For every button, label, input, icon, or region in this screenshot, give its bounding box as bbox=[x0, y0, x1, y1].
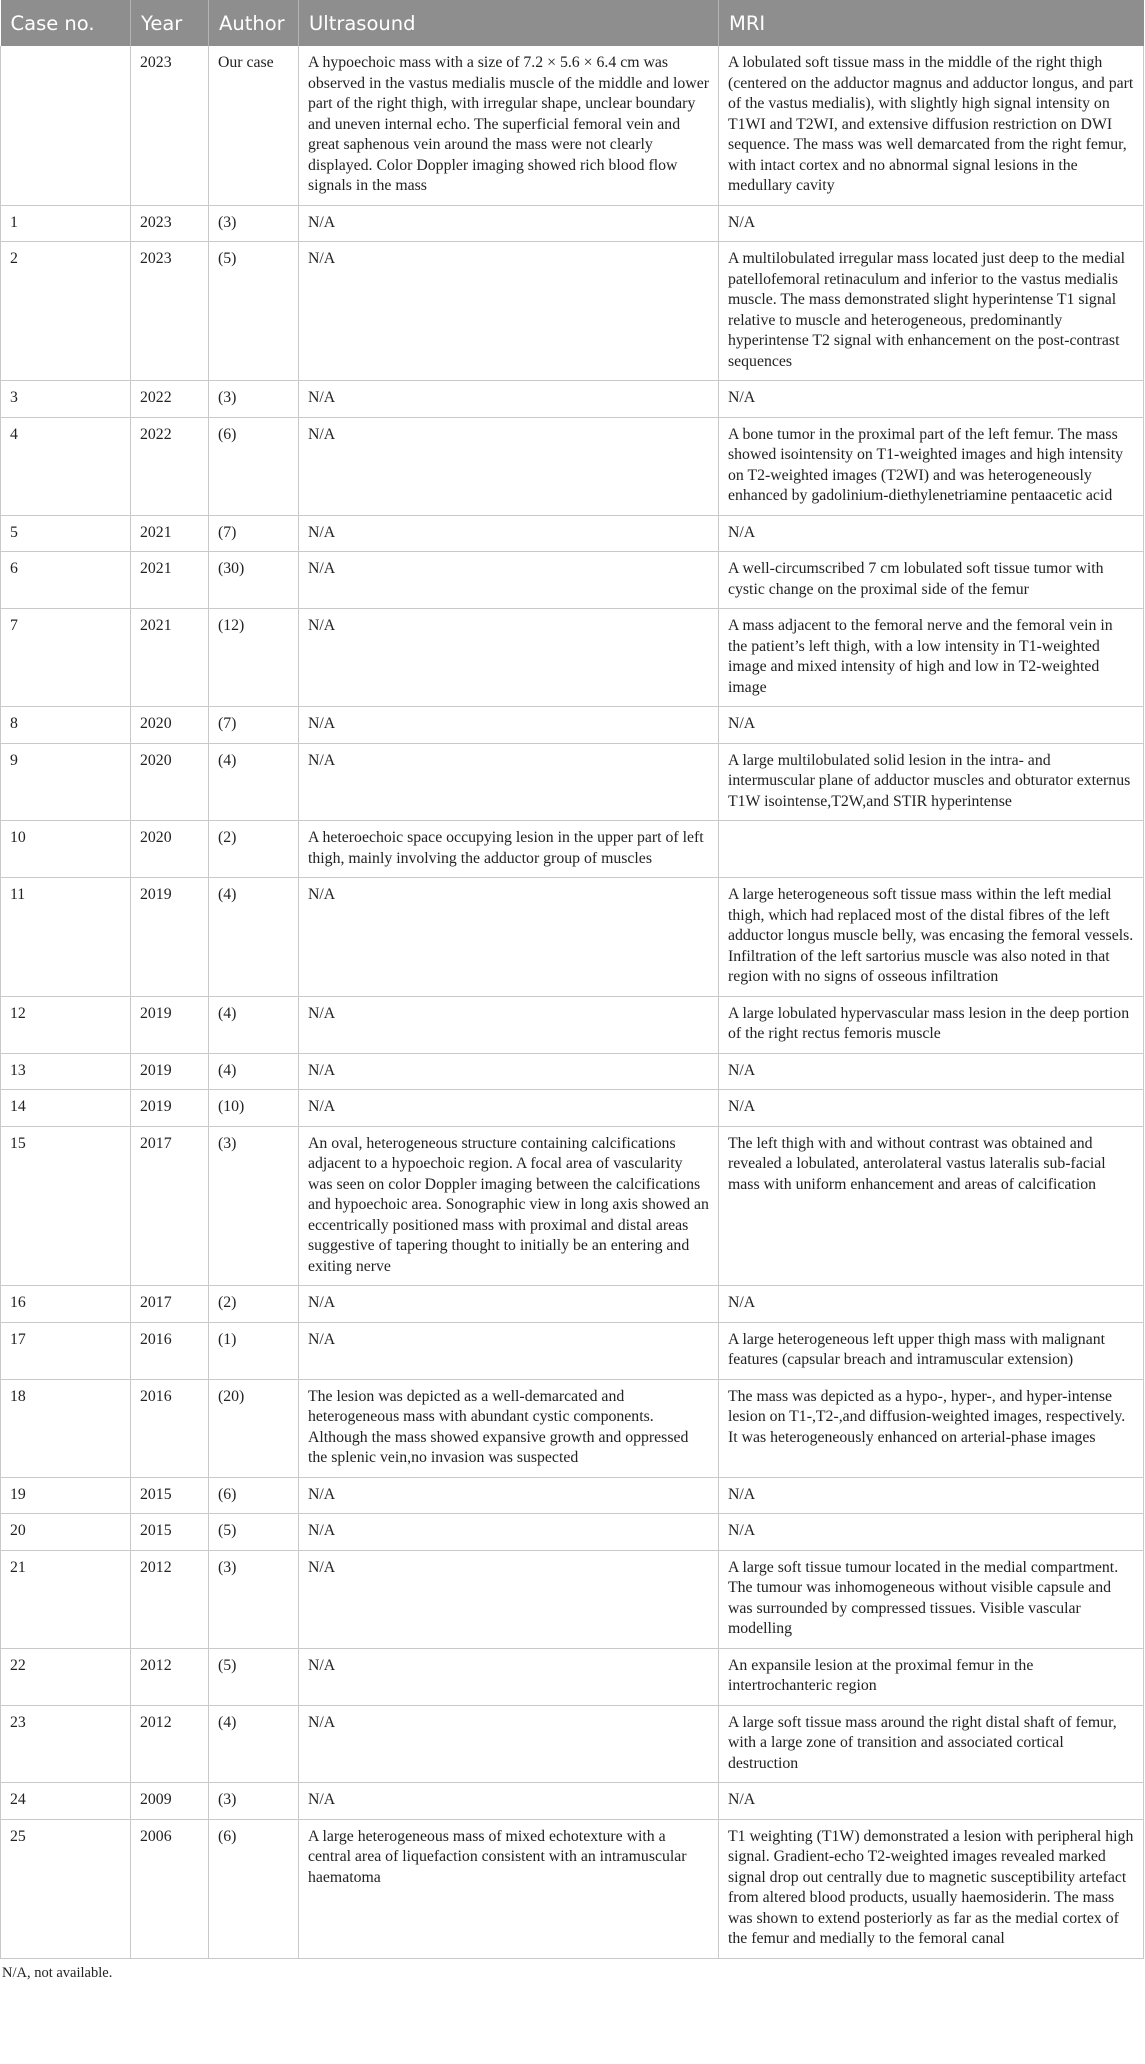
mri-cell: N/A bbox=[719, 1477, 1144, 1514]
ultrasound-cell: N/A bbox=[299, 996, 719, 1053]
ultrasound-cell: N/A bbox=[299, 1090, 719, 1127]
table-header-row bbox=[1, 0, 1144, 46]
author-cell: Our case bbox=[209, 46, 299, 205]
ultrasound-cell: A large heterogeneous mass of mixed echotexture with a central area of liquefaction consistent with an intramuscular haematoma bbox=[299, 1819, 719, 1958]
year-cell: 2023 bbox=[131, 46, 209, 205]
case-no-cell: 5 bbox=[1, 515, 131, 552]
header-year: Year bbox=[131, 0, 209, 46]
author-cell: (30) bbox=[209, 552, 299, 609]
author-cell: (1) bbox=[209, 1322, 299, 1379]
mri-cell: A lobulated soft tissue mass in the middle of the right thigh (centered on the adductor magnus and adductor longus, and part of the vastus medialis), with slightly high signal intensity on T1WI and T2WI, and extensive diffusion restriction on DWI sequence. The mass was well demarcated from the right femur, with intact cortex and no abnormal signal lesions in the medullary cavity bbox=[719, 46, 1144, 205]
header-ultrasound: Ultrasound bbox=[299, 0, 719, 46]
table-row bbox=[1, 417, 1144, 515]
author-cell: (4) bbox=[209, 743, 299, 821]
ultrasound-cell: N/A bbox=[299, 743, 719, 821]
year-cell: 2023 bbox=[131, 242, 209, 381]
ultrasound-cell: N/A bbox=[299, 515, 719, 552]
case-no-cell: 25 bbox=[1, 1819, 131, 1958]
author-cell: (6) bbox=[209, 1477, 299, 1514]
table-row bbox=[1, 743, 1144, 821]
table-row bbox=[1, 609, 1144, 707]
table-row bbox=[1, 996, 1144, 1053]
case-no-cell: 21 bbox=[1, 1550, 131, 1648]
ultrasound-cell: N/A bbox=[299, 1514, 719, 1551]
mri-cell: The left thigh with and without contrast was obtained and revealed a lobulated, anterolateral vastus lateralis sub-facial mass with uniform enhancement and areas of calcification bbox=[719, 1126, 1144, 1286]
table-row bbox=[1, 821, 1144, 878]
year-cell: 2012 bbox=[131, 1648, 209, 1705]
year-cell: 2012 bbox=[131, 1705, 209, 1783]
case-no-cell: 10 bbox=[1, 821, 131, 878]
mri-cell: N/A bbox=[719, 1514, 1144, 1551]
header-mri: MRI bbox=[719, 0, 1144, 46]
author-cell: (3) bbox=[209, 1550, 299, 1648]
table-row bbox=[1, 1705, 1144, 1783]
year-cell: 2019 bbox=[131, 1053, 209, 1090]
table-row bbox=[1, 1126, 1144, 1286]
table-row bbox=[1, 46, 1144, 205]
mri-cell: A large multilobulated solid lesion in the intra- and intermuscular plane of adductor muscles and obturator externus T1W isointense,T2W,and STIR hyperintense bbox=[719, 743, 1144, 821]
mri-cell: A large soft tissue tumour located in the medial compartment. The tumour was inhomogeneous without visible capsule and was surrounded by compressed tissues. Visible vascular modelling bbox=[719, 1550, 1144, 1648]
ultrasound-cell: N/A bbox=[299, 878, 719, 997]
year-cell: 2020 bbox=[131, 707, 209, 744]
case-no-cell: 18 bbox=[1, 1379, 131, 1477]
table-row bbox=[1, 1648, 1144, 1705]
author-cell: (2) bbox=[209, 1286, 299, 1323]
case-no-cell: 23 bbox=[1, 1705, 131, 1783]
case-no-cell: 1 bbox=[1, 205, 131, 242]
author-cell: (3) bbox=[209, 1126, 299, 1286]
mri-cell: N/A bbox=[719, 1053, 1144, 1090]
table-row bbox=[1, 515, 1144, 552]
author-cell: (5) bbox=[209, 242, 299, 381]
ultrasound-cell: N/A bbox=[299, 205, 719, 242]
year-cell: 2009 bbox=[131, 1783, 209, 1820]
ultrasound-cell: N/A bbox=[299, 417, 719, 515]
year-cell: 2022 bbox=[131, 381, 209, 418]
year-cell: 2023 bbox=[131, 205, 209, 242]
table-row bbox=[1, 1477, 1144, 1514]
author-cell: (2) bbox=[209, 821, 299, 878]
header-case-no: Case no. bbox=[1, 0, 131, 46]
author-cell: (4) bbox=[209, 1705, 299, 1783]
case-no-cell: 19 bbox=[1, 1477, 131, 1514]
table-footnote: N/A, not available. bbox=[2, 1964, 113, 1981]
year-cell: 2015 bbox=[131, 1477, 209, 1514]
ultrasound-cell: N/A bbox=[299, 242, 719, 381]
mri-cell: N/A bbox=[719, 515, 1144, 552]
ultrasound-cell: N/A bbox=[299, 1648, 719, 1705]
mri-cell: N/A bbox=[719, 707, 1144, 744]
ultrasound-cell: N/A bbox=[299, 609, 719, 707]
ultrasound-cell: A hypoechoic mass with a size of 7.2 × 5.6 × 6.4 cm was observed in the vastus medialis muscle of the middle and lower part of the right thigh, with irregular shape, unclear boundary and uneven internal echo. The superficial femoral vein and great saphenous vein around the mass were not clearly displayed. Color Doppler imaging showed rich blood flow signals in the mass bbox=[299, 46, 719, 205]
mri-cell bbox=[719, 821, 1144, 878]
case-no-cell: 24 bbox=[1, 1783, 131, 1820]
table-row bbox=[1, 1286, 1144, 1323]
ultrasound-cell: N/A bbox=[299, 1322, 719, 1379]
year-cell: 2006 bbox=[131, 1819, 209, 1958]
ultrasound-cell: The lesion was depicted as a well-demarcated and heterogeneous mass with abundant cystic components. Although the mass showed expansive growth and oppressed the splenic vein,no invasion was suspected bbox=[299, 1379, 719, 1477]
author-cell: (3) bbox=[209, 381, 299, 418]
ultrasound-cell: N/A bbox=[299, 1783, 719, 1820]
table-row bbox=[1, 878, 1144, 997]
table-row bbox=[1, 1550, 1144, 1648]
ultrasound-cell: An oval, heterogeneous structure containing calcifications adjacent to a hypoechoic region. A focal area of vascularity was seen on color Doppler imaging between the calcifications and hypoechoic area. Sonographic view in long axis showed an eccentrically positioned mass with proximal and distal areas suggestive of tapering thought to initially be an entering and exiting nerve bbox=[299, 1126, 719, 1286]
year-cell: 2019 bbox=[131, 1090, 209, 1127]
case-no-cell: 2 bbox=[1, 242, 131, 381]
author-cell: (3) bbox=[209, 1783, 299, 1820]
author-cell: (6) bbox=[209, 417, 299, 515]
mri-cell: A bone tumor in the proximal part of the left femur. The mass showed isointensity on T1-weighted images and high intensity on T2-weighted images (T2WI) and was heterogeneously enhanced by gadolinium-diethylenetriamine pentaacetic acid bbox=[719, 417, 1144, 515]
year-cell: 2017 bbox=[131, 1126, 209, 1286]
table-row bbox=[1, 205, 1144, 242]
ultrasound-cell: N/A bbox=[299, 381, 719, 418]
ultrasound-cell: N/A bbox=[299, 1477, 719, 1514]
author-cell: (7) bbox=[209, 515, 299, 552]
table-row bbox=[1, 242, 1144, 381]
author-cell: (6) bbox=[209, 1819, 299, 1958]
mri-cell: A mass adjacent to the femoral nerve and the femoral vein in the patient’s left thigh, with a low intensity in T1-weighted image and mixed intensity of high and low in T2-weighted image bbox=[719, 609, 1144, 707]
table-row bbox=[1, 1514, 1144, 1551]
mri-cell: A large heterogeneous soft tissue mass within the left medial thigh, which had replaced most of the distal fibres of the left adductor longus muscle belly, was encasing the femoral vessels. Infiltration of the left sartorius muscle was also noted in that region with no signs of osseous infiltration bbox=[719, 878, 1144, 997]
ultrasound-cell: N/A bbox=[299, 707, 719, 744]
mri-cell: N/A bbox=[719, 1783, 1144, 1820]
case-no-cell: 14 bbox=[1, 1090, 131, 1127]
mri-cell: N/A bbox=[719, 205, 1144, 242]
author-cell: (3) bbox=[209, 205, 299, 242]
table-row bbox=[1, 381, 1144, 418]
mri-cell: A multilobulated irregular mass located just deep to the medial patellofemoral retinaculum and inferior to the vastus medialis muscle. The mass demonstrated slight hyperintense T1 signal relative to muscle and heterogeneous, predominantly hyperintense T2 signal with enhancement on the post-contrast sequences bbox=[719, 242, 1144, 381]
table-row bbox=[1, 1090, 1144, 1127]
case-no-cell: 6 bbox=[1, 552, 131, 609]
year-cell: 2019 bbox=[131, 878, 209, 997]
mri-cell: A large lobulated hypervascular mass lesion in the deep portion of the right rectus femoris muscle bbox=[719, 996, 1144, 1053]
ultrasound-cell: A heteroechoic space occupying lesion in the upper part of left thigh, mainly involving the adductor group of muscles bbox=[299, 821, 719, 878]
case-no-cell: 15 bbox=[1, 1126, 131, 1286]
case-no-cell: 17 bbox=[1, 1322, 131, 1379]
table-row bbox=[1, 707, 1144, 744]
year-cell: 2020 bbox=[131, 743, 209, 821]
year-cell: 2020 bbox=[131, 821, 209, 878]
header-author: Author bbox=[209, 0, 299, 46]
author-cell: (4) bbox=[209, 996, 299, 1053]
mri-cell: T1 weighting (T1W) demonstrated a lesion with peripheral high signal. Gradient-echo T2-weighted images revealed marked signal drop out centrally due to magnetic susceptibility artefact from altered blood products, usually haemosiderin. The mass was shown to extend posteriorly as far as the medial cortex of the femur and medially to the femoral canal bbox=[719, 1819, 1144, 1958]
mri-cell: The mass was depicted as a hypo-, hyper-, and hyper-intense lesion on T1-,T2-,and diffusion-weighted images, respectively. It was heterogeneously enhanced on arterial-phase images bbox=[719, 1379, 1144, 1477]
case-no-cell: 20 bbox=[1, 1514, 131, 1551]
year-cell: 2021 bbox=[131, 552, 209, 609]
case-no-cell: 12 bbox=[1, 996, 131, 1053]
year-cell: 2017 bbox=[131, 1286, 209, 1323]
year-cell: 2015 bbox=[131, 1514, 209, 1551]
table-body bbox=[1, 46, 1144, 1958]
author-cell: (4) bbox=[209, 878, 299, 997]
author-cell: (5) bbox=[209, 1514, 299, 1551]
mri-cell: N/A bbox=[719, 381, 1144, 418]
case-no-cell: 3 bbox=[1, 381, 131, 418]
author-cell: (4) bbox=[209, 1053, 299, 1090]
mri-cell: A large soft tissue mass around the right distal shaft of femur, with a large zone of transition and associated cortical destruction bbox=[719, 1705, 1144, 1783]
case-no-cell: 11 bbox=[1, 878, 131, 997]
table-row bbox=[1, 1783, 1144, 1820]
ultrasound-cell: N/A bbox=[299, 1286, 719, 1323]
author-cell: (12) bbox=[209, 609, 299, 707]
author-cell: (7) bbox=[209, 707, 299, 744]
table-row bbox=[1, 1819, 1144, 1958]
case-no-cell: 8 bbox=[1, 707, 131, 744]
year-cell: 2022 bbox=[131, 417, 209, 515]
table-row bbox=[1, 552, 1144, 609]
author-cell: (20) bbox=[209, 1379, 299, 1477]
ultrasound-cell: N/A bbox=[299, 1705, 719, 1783]
case-no-cell: 9 bbox=[1, 743, 131, 821]
mri-cell: N/A bbox=[719, 1286, 1144, 1323]
year-cell: 2021 bbox=[131, 515, 209, 552]
author-cell: (10) bbox=[209, 1090, 299, 1127]
year-cell: 2019 bbox=[131, 996, 209, 1053]
table-row bbox=[1, 1322, 1144, 1379]
year-cell: 2016 bbox=[131, 1322, 209, 1379]
year-cell: 2021 bbox=[131, 609, 209, 707]
author-cell: (5) bbox=[209, 1648, 299, 1705]
case-no-cell bbox=[1, 46, 131, 205]
ultrasound-cell: N/A bbox=[299, 1053, 719, 1090]
case-no-cell: 13 bbox=[1, 1053, 131, 1090]
mri-cell: N/A bbox=[719, 1090, 1144, 1127]
case-no-cell: 16 bbox=[1, 1286, 131, 1323]
mri-cell: A well-circumscribed 7 cm lobulated soft tissue tumor with cystic change on the proximal side of the femur bbox=[719, 552, 1144, 609]
mri-cell: An expansile lesion at the proximal femur in the intertrochanteric region bbox=[719, 1648, 1144, 1705]
case-no-cell: 4 bbox=[1, 417, 131, 515]
case-no-cell: 22 bbox=[1, 1648, 131, 1705]
case-no-cell: 7 bbox=[1, 609, 131, 707]
year-cell: 2012 bbox=[131, 1550, 209, 1648]
table-row bbox=[1, 1379, 1144, 1477]
ultrasound-cell: N/A bbox=[299, 1550, 719, 1648]
year-cell: 2016 bbox=[131, 1379, 209, 1477]
table-row bbox=[1, 1053, 1144, 1090]
ultrasound-cell: N/A bbox=[299, 552, 719, 609]
mri-cell: A large heterogeneous left upper thigh mass with malignant features (capsular breach and intramuscular extension) bbox=[719, 1322, 1144, 1379]
